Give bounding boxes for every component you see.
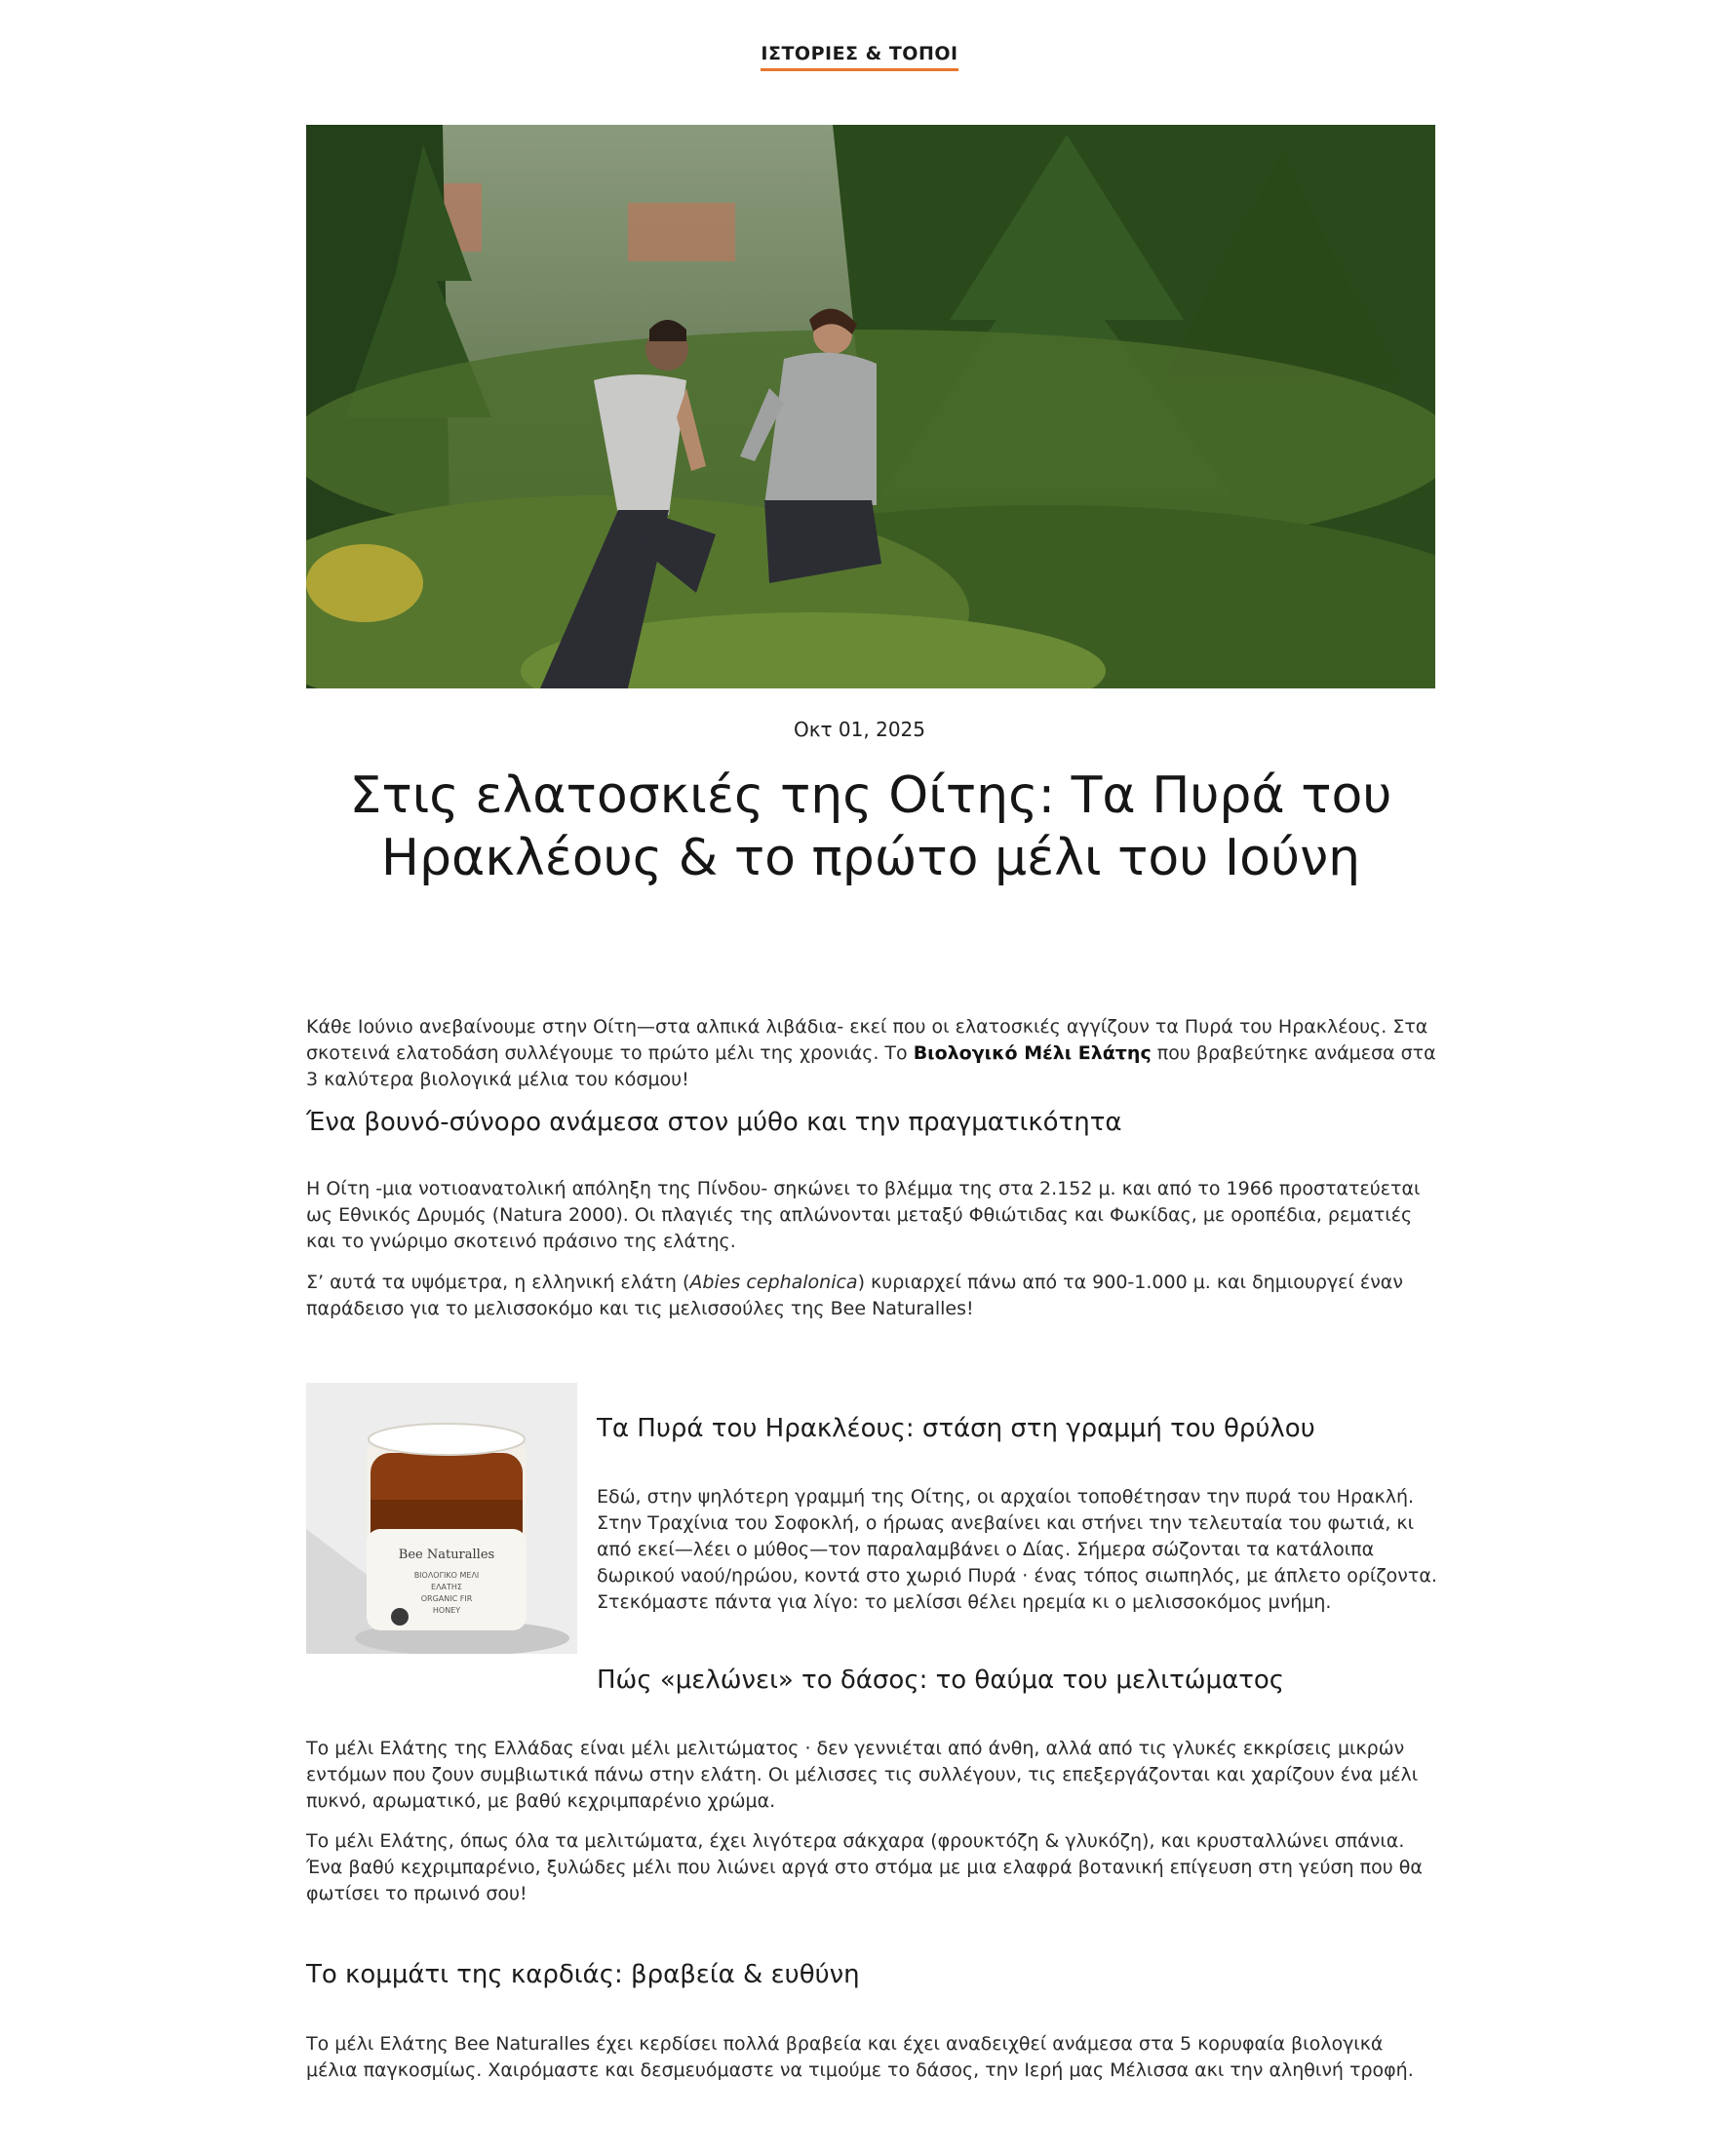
section-heading-pyra: Τα Πυρά του Ηρακλέους: στάση στη γραμμή του θρύλου [597,1414,1315,1443]
honey-jar-image [306,1383,577,1654]
jar-brand: Bee Naturalles [398,1548,495,1562]
section3-paragraph-1: Το μέλι Ελάτης της Ελλάδας είναι μέλι μελιτώματος · δεν γεννιέται από άνθη, αλλά από τις γλυκές εκκρίσεις μικρών εντόμων που ζουν συμβιωτικά πάνω στην ελάτη. Οι μέλισσες τις συλλέγουν, τις επεξεργάζονται και χαρίζουν ένα μέλι πυκνό, αρωματικό, με βαθύ κεχριμπαρένιο χρώμα. [306,1738,1419,1812]
category-link-label[interactable]: ΙΣΤΟΡΙΕΣ & ΤΟΠΟΙ [761,43,957,71]
jar-label-line-1: ΒΙΟΛΟΓΙΚΟ ΜΕΛΙ [413,1571,480,1580]
intro-product-name: Βιολογικό Μέλι Ελάτης [913,1042,1152,1064]
category-link[interactable] [0,43,1719,71]
hero-forest-photo [306,125,1435,688]
fir-latin-name: Abies cephalonica [689,1272,858,1293]
intro-text-start: Κάθε Ιούνιο ανεβαίνουμε στην Οίτη—στα αλπικά λιβάδια- εκεί που οι ελατοσκιές αγγίζουν τα Πυρά του Ηρακλέους. Στα σκοτεινά ελατοδάση συλλέγουμε το πρώτο μέλι της χρονιάς. Το [306,1016,1428,1064]
section2-paragraph: Εδώ, στην ψηλότερη γραμμή της Οίτης, οι αρχαίοι τοποθέτησαν την πυρά του Ηρακλή. Στην Τραχίνια του Σοφοκλή, ο ήρωας ανεβαίνει και στήνει την τελευταία του φωτιά, κι από εκεί—λέει ο μύθος—τον παραλαμβάνει ο Δίας. Σήμερα σώζονται τα κατάλοιπα δωρικού ναού/ηρώου, κοντά στο χωριό Πυρά · ένας τόπος σιωπηλός, με άπλετο ορίζοντα. Στεκόμαστε πάντα για λίγο: το μελίσσι θέλει ηρεμία κι ο μελισσοκόμος μνήμη. [597,1486,1437,1613]
honey-jar-photo [306,1383,577,1654]
jar-label-line-2: ΕΛΑΤΗΣ [431,1583,462,1591]
fir-text-start: Σ’ αυτά τα υψόμετρα, η ελληνική ελάτη ( [306,1272,690,1293]
section3-paragraph-2: Το μέλι Ελάτης, όπως όλα τα μελιτώματα, έχει λιγότερα σάκχαρα (φρουκτόζη & γλυκόζη), και κρυσταλλώνει σπάνια. Ένα βαθύ κεχριμπαρένιο, ξυλώδες μέλι που λιώνει αργά στο στόμα με μια ελαφρά βοτανική επίγευση στη γεύση που θα φωτίσει το πρωινό σου! [306,1830,1423,1904]
section4-paragraph: Το μέλι Ελάτης Bee Naturalles έχει κερδίσει πολλά βραβεία και έχει αναδειχθεί ανάμεσα στα 5 κορυφαία βιολογικά μέλια παγκοσμίως. Χαιρόμαστε και δεσμευόμαστε να τιμούμε το δάσος, την Ιερή μας Μέλισσα ακι την αληθινή τροφή. [306,2033,1414,2081]
fir-text-end: ) κυριαρχεί πάνω από τα 900-1.000 μ. και δημιουργεί έναν παράδεισο για το μελισσοκόμο και τις μελισσούλες της Bee Naturalles! [306,1272,1403,1319]
section-heading-honeydew: Πώς «μελώνει» το δάσος: το θαύμα του μελιτώματος [597,1666,1285,1695]
jar-label-line-3: ORGANIC FIR [420,1594,473,1603]
intro-paragraph [306,1014,1437,1093]
intro-text-end: που βραβεύτηκε ανάμεσα στα 3 καλύτερα βιολογικά μέλια του κόσμου! [306,1042,1436,1090]
article-date: Οκτ 01, 2025 [794,718,925,741]
section1-paragraph-2 [306,1270,1437,1322]
jar-label-line-4: HONEY [432,1606,461,1615]
section-heading-mountain: Ένα βουνό-σύνορο ανάμεσα στον μύθο και την πραγματικότητα [306,1108,1122,1137]
section-heading-awards: Το κομμάτι της καρδιάς: βραβεία & ευθύνη [306,1960,860,1989]
article-title: Στις ελατοσκιές της Οίτης: Τα Πυρά του Ηρακλέους & το πρώτο μέλι του Ιούνη [349,766,1392,887]
hero-image [306,125,1435,688]
section1-paragraph-1: Η Οίτη -μια νοτιοανατολική απόληξη της Πίνδου- σηκώνει το βλέμμα της στα 2.152 μ. και από το 1966 προστατεύεται ως Εθνικός Δρυμός (Natura 2000). Οι πλαγιές της απλώνονται μεταξύ Φθιώτιδας και Φωκίδας, με οροπέδια, ρεματιές και το γνώριμο σκοτεινό πράσινο της ελάτης. [306,1178,1421,1252]
